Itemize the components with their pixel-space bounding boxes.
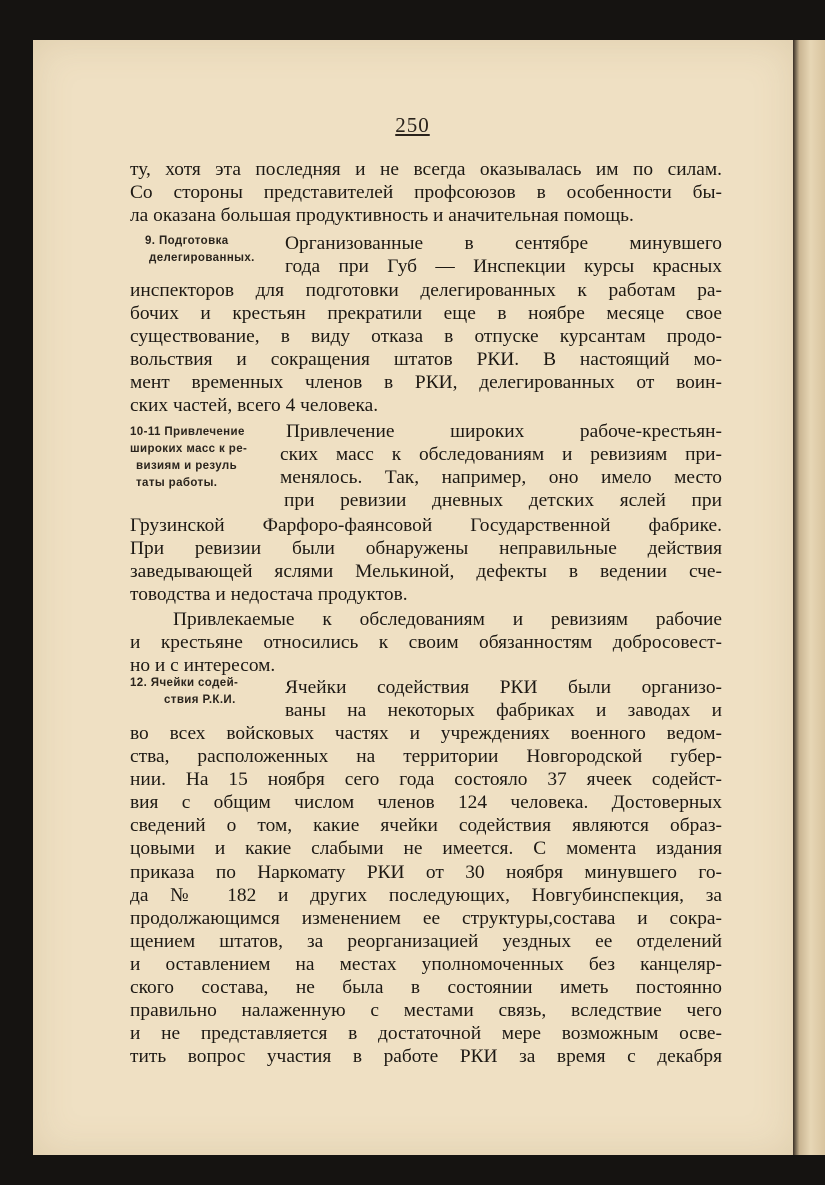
margin-note-line: делегированных. — [149, 252, 255, 264]
margin-note-10-11 — [130, 424, 247, 492]
text-line: ского состава, не была в состоянии иметь постоянно — [130, 977, 722, 999]
paragraph-1 — [130, 158, 722, 227]
text-line: но и с интересом. — [130, 655, 276, 677]
text-line: сведений о том, какие ячейки содействия являются образ- — [130, 815, 722, 837]
text-line: Со стороны представителей профсоюзов в особенности бы- — [130, 182, 722, 204]
text-line: года при Губ — Инспекции курсы красных — [285, 256, 722, 278]
text-line: ла оказана большая продуктивность и аначительная помощь. — [130, 205, 634, 227]
text-line: продолжающимся изменением ее структуры,состава и сокра- — [130, 907, 722, 929]
paragraph-4 — [130, 608, 722, 677]
text-line: ских масс к обследованиям и ревизиям при- — [280, 444, 722, 466]
margin-note-line: 10-11 Привлечение — [130, 426, 245, 438]
text-line: и крестьяне относились к своим обязанностям добросовест- — [130, 632, 722, 654]
text-line: Грузинской Фарфоро-фаянсовой Государственной фабрике. — [130, 515, 722, 536]
text-line: щением штатов, за реорганизацией уездных ее отделений — [130, 930, 722, 952]
text-line: во всех войсковых частях и учреждениях военного ведом- — [130, 723, 722, 744]
paragraph-3-indented — [280, 420, 722, 512]
text-line: и оставлением на местах уполномоченных без канцеляр- — [130, 953, 722, 975]
text-line: Организованные в сентябре минувшего — [285, 233, 722, 254]
page-number: 250 — [395, 113, 430, 137]
margin-note-line: таты работы. — [136, 477, 218, 489]
text-line: тить вопрос участия в работе РКИ за время с декабря — [130, 1046, 722, 1068]
paragraph-5 — [130, 722, 722, 1068]
text-line: ту, хотя эта последняя и не всегда оказывалась им по силам. — [130, 159, 722, 180]
text-line: При ревизии были обнаружены неправильные действия — [130, 538, 722, 560]
text-line: ских частей, всего 4 человека. — [130, 395, 379, 417]
margin-note-line: 9. Подготовка — [145, 235, 229, 247]
margin-note-line: визиям и резуль — [136, 460, 238, 472]
paragraph-2 — [130, 279, 722, 418]
text-line: Привлечение широких рабоче-крестьян- — [286, 421, 722, 442]
margin-note-9 — [145, 233, 255, 267]
text-line: ства, расположенных на территории Новгородской губер- — [130, 746, 722, 768]
text-line: и не представляется в достаточной мере возможным осве- — [130, 1023, 722, 1045]
text-line: вольствия и сокращения штатов РКИ. В настоящий мо- — [130, 349, 722, 371]
text-line: правильно налаженную с местами связь, вследствие чего — [130, 1000, 722, 1022]
text-line: инспекторов для подготовки делегированных к работам ра- — [130, 280, 722, 301]
paragraph-5-indented — [285, 676, 722, 722]
paragraph-2-indented — [285, 232, 722, 278]
text-line: Ячейки содействия РКИ были организо- — [285, 677, 722, 698]
text-line: приказа по Наркомату РКИ от 30 ноября минувшего го- — [130, 861, 722, 883]
text-line: да № 182 и других последующих, Новгубинспекция, за — [130, 884, 722, 906]
margin-note-line: широких масс к ре- — [130, 443, 248, 455]
text-line: мент временных членов в РКИ, делегированных от воин- — [130, 372, 722, 394]
paragraph-3 — [130, 514, 722, 606]
next-page-edge — [793, 40, 825, 1155]
text-line: при ревизии дневных детских яслей при — [284, 490, 722, 512]
text-line: товодства и недостача продуктов. — [130, 584, 408, 606]
text-line: цовыми и какие слабыми не имеется. С момента издания — [130, 838, 722, 860]
text-line: вия с общим числом членов 124 человека. Достоверных — [130, 792, 722, 814]
text-line: менялось. Так, например, оно имело место — [280, 467, 722, 489]
margin-note-line: 12. Ячейки содей- — [130, 677, 239, 689]
text-line: заведывающей яслями Мелькиной, дефекты в ведении сче- — [130, 561, 722, 583]
margin-note-line: ствия Р.К.И. — [164, 694, 236, 706]
text-line: Привлекаемые к обследованиям и ревизиям рабочие — [173, 609, 722, 630]
margin-note-12 — [130, 675, 238, 709]
text-line: ваны на некоторых фабриках и заводах и — [285, 700, 722, 722]
text-line: бочих и крестьян прекратили еще в ноябре месяце свое — [130, 303, 722, 325]
text-line: нии. На 15 ноября сего года состояло 37 ячеек содейст- — [130, 769, 722, 791]
text-line: существование, в виду отказа в отпуске курсантам продо- — [130, 326, 722, 348]
